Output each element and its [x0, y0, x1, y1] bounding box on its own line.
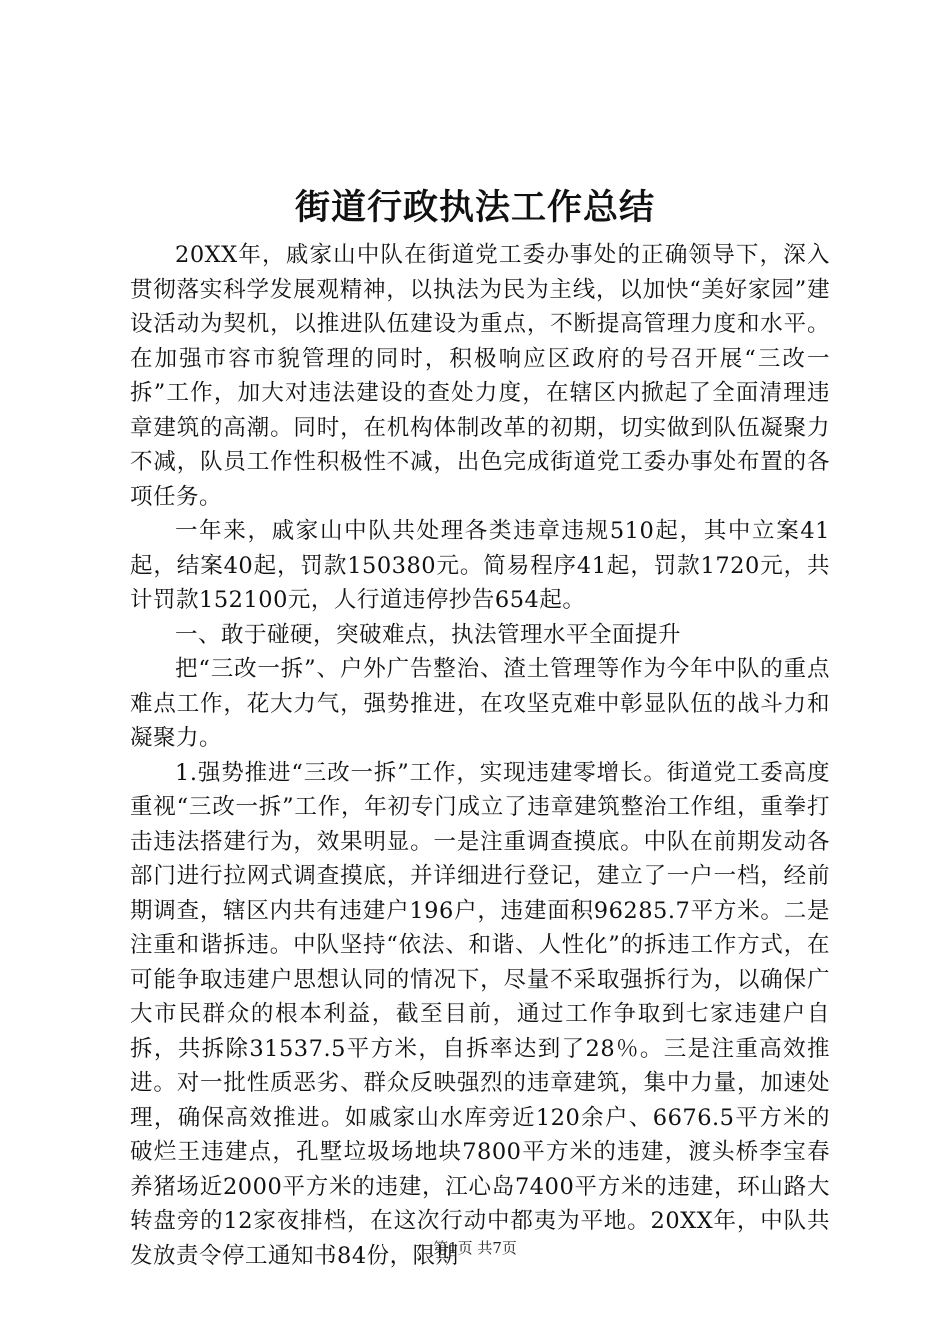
- section-heading-1: 一、敢于碰硬，突破难点，执法管理水平全面提升: [175, 621, 682, 648]
- paragraph-section-1-intro: 把“三改一拆”、户外广告整治、渣土管理等作为今年中队的重点难点工作，花大力气，强势推进，在攻坚克难中彰显队伍的战斗力和凝聚力。: [130, 656, 830, 751]
- page-number: 第1页 共7页: [433, 1239, 517, 1257]
- document-title: 街道行政执法工作总结: [294, 187, 655, 228]
- document-body: [130, 238, 830, 1273]
- paragraph-intro: 20XX年，戚家山中队在街道党工委办事处的正确领导下，深入贯彻落实科学发展观精神，以执法为民为主线，以加快“美好家园”建设活动为契机，以推进队伍建设为重点，不断提高管理力度和水平。在加强市容市貌管理的同时，积极响应区政府的号召开展“三改一拆”工作，加大对违法建设的查处力度，在辖区内掀起了全面清理违章建筑的高潮。同时，在机构体制改革的初期，切实做到队伍凝聚力不减，队员工作性积极性不减，出色完成街道党工委办事处布置的各项任务。: [130, 242, 830, 510]
- paragraph-item-1: 1.强势推进“三改一拆”工作，实现违建零增长。街道党工委高度重视“三改一拆”工作，年初专门成立了违章建筑整治工作组，重拳打击违法搭建行为，效果明显。一是注重调查摸底。中队在前期发动各部门进行拉网式调查摸底，并详细进行登记，建立了一户一档，经前期调查，辖区内共有违建户196户，违建面积96285.7平方米。二是注重和谐拆违。中队坚持“依法、和谐、人性化”的拆违工作方式，在可能争取违建户思想认同的情况下，尽量不采取强拆行为，以确保广大市民群众的根本利益，截至目前，通过工作争取到七家违建户自拆，共拆除31537.5平方米，自拆率达到了28％。三是注重高效推进。对一批性质恶劣、群众反映强烈的违章建筑，集中力量，加速处理，确保高效推进。如戚家山水库旁近120余户、6676.5平方米的破烂王违建点，孔墅垃圾场地块7800平方米的违建，渡头桥李宝春养猪场近2000平方米的违建，江心岛7400平方米的违建，环山路大转盘旁的12家夜排档，在这次行动中都夷为平地。20XX年，中队共发放责令停工通知书84份，限期: [130, 759, 830, 1269]
- paragraph-statistics: 一年来，戚家山中队共处理各类违章违规510起，其中立案41起，结案40起，罚款150380元。简易程序41起，罚款1720元，共计罚款152100元，人行道违停抄告654起。: [130, 518, 830, 613]
